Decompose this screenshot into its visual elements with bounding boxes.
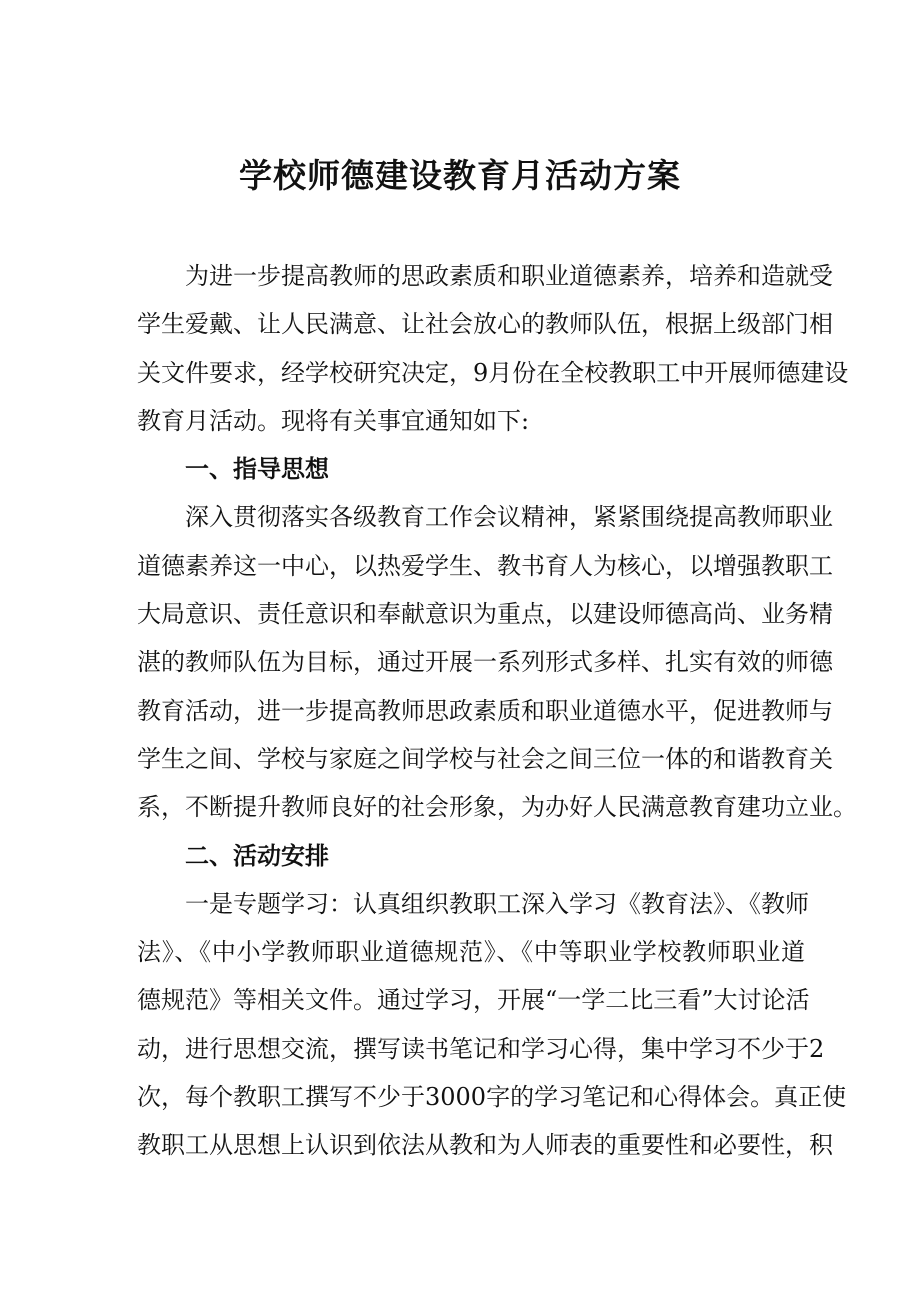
paragraph-line: 道德素养这一中心，以热爱学生、教书育人为核心，以增强教职工 — [137, 551, 833, 580]
paragraph-line: 学生爱戴、让人民满意、让社会放心的教师队伍，根据上级部门相 — [137, 310, 833, 339]
paragraph-line: 学生之间、学校与家庭之间学校与社会之间三位一体的和谐教育关 — [137, 744, 833, 773]
paragraph-line: 德规范》等相关文件。通过学习，开展“一学二比三看”大讨论活 — [137, 986, 810, 1015]
section-heading-guiding-ideology: 一、指导思想 — [185, 455, 329, 484]
paragraph-line: 教职工从思想上认识到依法从教和为人师表的重要性和必要性，积 — [137, 1131, 833, 1160]
paragraph-line: 动，进行思想交流，撰写读书笔记和学习心得，集中学习不少于2 — [137, 1034, 825, 1063]
intro-paragraph — [137, 252, 849, 445]
paragraph-line: 关文件要求，经学校研究决定，9月份在全校教职工中开展师德建设 — [137, 358, 849, 387]
paragraph-line: 教育月活动。现将有关事宜通知如下: — [137, 406, 530, 435]
section-heading-activity-arrangement: 二、活动安排 — [185, 841, 329, 870]
paragraph-line: 为进一步提高教师的思政素质和职业道德素养，培养和造就受 — [185, 262, 833, 290]
document-title: 学校师德建设教育月活动方案 — [239, 156, 681, 195]
paragraph-line: 教育活动，进一步提高教师思政素质和职业道德水平，促进教师与 — [137, 696, 833, 725]
paragraph-line: 法》、《中小学教师职业道德规范》、《中等职业学校教师职业道 — [137, 938, 805, 967]
paragraph-line: 次，每个教职工撰写不少于3000字的学习笔记和心得体会。真正使 — [137, 1083, 847, 1112]
paragraph-line: 大局意识、责任意识和奉献意识为重点，以建设师德高尚、业务精 — [137, 600, 833, 629]
document-body — [137, 252, 857, 1170]
paragraph-line: 系，不断提升教师良好的社会形象，为办好人民满意教育建功立业。 — [137, 793, 857, 822]
activity-arrangement-paragraph — [137, 880, 847, 1170]
guiding-ideology-paragraph — [137, 493, 857, 831]
paragraph-line: 湛的教师队伍为目标，通过开展一系列形式多样、扎实有效的师德 — [137, 648, 833, 677]
paragraph-line: 一是专题学习：认真组织教职工深入学习《教育法》、《教师 — [185, 889, 809, 918]
paragraph-line: 深入贯彻落实各级教育工作会议精神，紧紧围绕提高教师职业 — [185, 503, 833, 532]
